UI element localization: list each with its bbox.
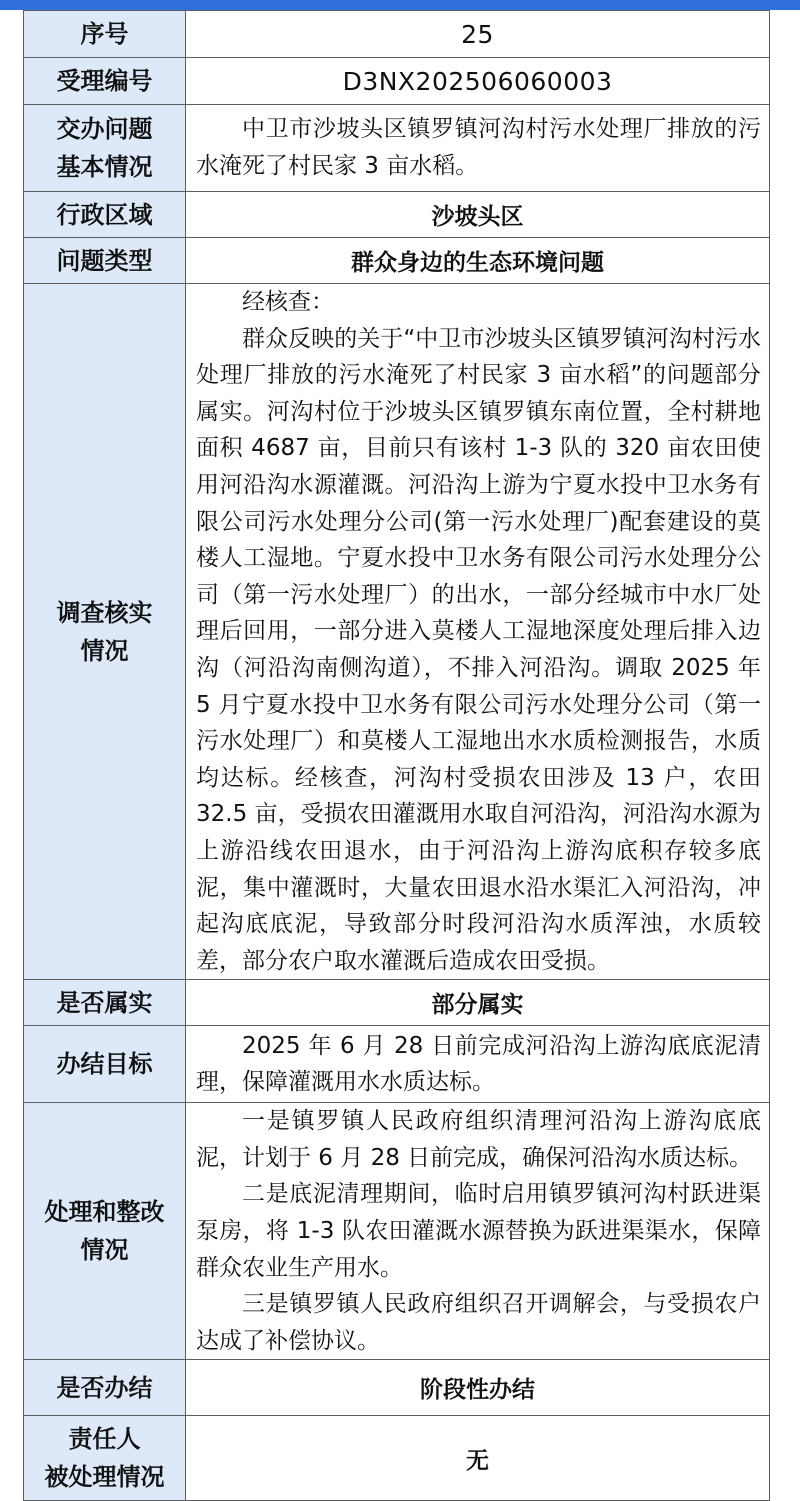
goal-text: 2025 年 6 月 28 日前完成河沿沟上游沟底底泥清理，保障灌溉用水水质达标。 — [196, 1032, 761, 1096]
label-investigation — [24, 284, 186, 980]
value-goal — [186, 1026, 770, 1103]
label-seq: 序号 — [24, 11, 186, 58]
value-region: 沙坡头区 — [186, 192, 770, 238]
label-issue-line2: 基本情况 — [56, 153, 153, 181]
label-responsible — [24, 1416, 186, 1501]
row-responsible — [24, 1416, 770, 1501]
value-responsible: 无 — [186, 1416, 770, 1501]
value-case-no: D3NX202506060003 — [186, 58, 770, 105]
row-seq — [24, 11, 770, 58]
top-accent-bar — [0, 0, 800, 10]
label-investigation-line2: 情况 — [80, 636, 129, 665]
label-investigation-line1: 调查核实 — [56, 598, 153, 627]
case-table — [23, 10, 770, 1501]
row-type — [24, 238, 770, 284]
label-handling-line2: 情况 — [80, 1236, 129, 1265]
value-issue — [186, 105, 770, 192]
row-investigation — [24, 284, 770, 980]
row-region — [24, 192, 770, 238]
value-type: 群众身边的生态环境问题 — [186, 238, 770, 284]
label-handling-line1: 处理和整改 — [44, 1198, 165, 1227]
investigation-body: 群众反映的关于“中卫市沙坡头区镇罗镇河沟村污水处理厂排放的污水淹死了村民家 3 亩水稻”的问题部分属实。河沟村位于沙坡头区镇罗镇东南位置，全村耕地面积 4687 亩，目前只有该村 1-3 队的 320 亩农田使用河沿沟水源灌溉。河沿沟上游为宁夏水投中卫水务有限公司污水处理分公司(第一污水处理厂)配套建设的莫楼人工湿地。宁夏水投中卫水务有限公司污水处理分公司（第一污水处理厂）的出水，一部分经城市中水厂处理后回用，一部分进入莫楼人工湿地深度处理后排入边沟（河沿沟南侧沟道），不排入河沿沟。调取 2025 年 5 月宁夏水投中卫水务有限公司污水处理分公司（第一污水处理厂）和莫楼人工湿地出水水质检测报告，水质均达标。经核查，河沟村受损农田涉及 13 户，农田 32.5 亩，受损农田灌溉用水取自河沿沟，河沿沟水源为上游沿线农田退水，由于河沿沟上游沟底积存较多底泥，集中灌溉时，大量农田退水沿水渠汇入河沿沟，冲起沟底底泥，导致部分时段河沿沟水质浑浊，水质较差，部分农户取水灌溉后造成农田受损。 — [196, 325, 761, 974]
label-type: 问题类型 — [24, 238, 186, 284]
row-goal — [24, 1026, 770, 1103]
value-seq: 25 — [186, 11, 770, 58]
row-handling — [24, 1103, 770, 1360]
value-verified: 部分属实 — [186, 980, 770, 1026]
label-issue-line1: 交办问题 — [56, 115, 153, 143]
row-closed — [24, 1360, 770, 1416]
issue-text: 中卫市沙坡头区镇罗镇河沟村污水处理厂排放的污水淹死了村民家 3 亩水稻。 — [196, 116, 761, 179]
handling-item-3: 三是镇罗镇人民政府组织召开调解会，与受损农户达成了补偿协议。 — [196, 1291, 761, 1354]
label-region: 行政区域 — [24, 192, 186, 238]
row-case-no — [24, 58, 770, 105]
row-issue — [24, 105, 770, 192]
label-goal: 办结目标 — [24, 1026, 186, 1103]
value-investigation — [186, 284, 770, 980]
investigation-intro: 经核查： — [242, 289, 334, 315]
label-closed: 是否办结 — [24, 1360, 186, 1416]
label-verified: 是否属实 — [24, 980, 186, 1026]
label-responsible-line2: 被处理情况 — [44, 1463, 165, 1492]
label-issue — [24, 105, 186, 192]
row-verified — [24, 980, 770, 1026]
handling-item-2: 二是底泥清理期间，临时启用镇罗镇河沟村跃进渠泵房，将 1-3 队农田灌溉水源替换为跃进渠渠水，保障群众农业生产用水。 — [196, 1181, 761, 1281]
value-handling — [186, 1103, 770, 1360]
value-closed: 阶段性办结 — [186, 1360, 770, 1416]
label-case-no: 受理编号 — [24, 58, 186, 105]
label-handling — [24, 1103, 186, 1360]
handling-item-1: 一是镇罗镇人民政府组织清理河沿沟上游沟底底泥，计划于 6 月 28 日前完成，确保河沿沟水质达标。 — [196, 1108, 761, 1171]
label-responsible-line1: 责任人 — [68, 1425, 141, 1454]
